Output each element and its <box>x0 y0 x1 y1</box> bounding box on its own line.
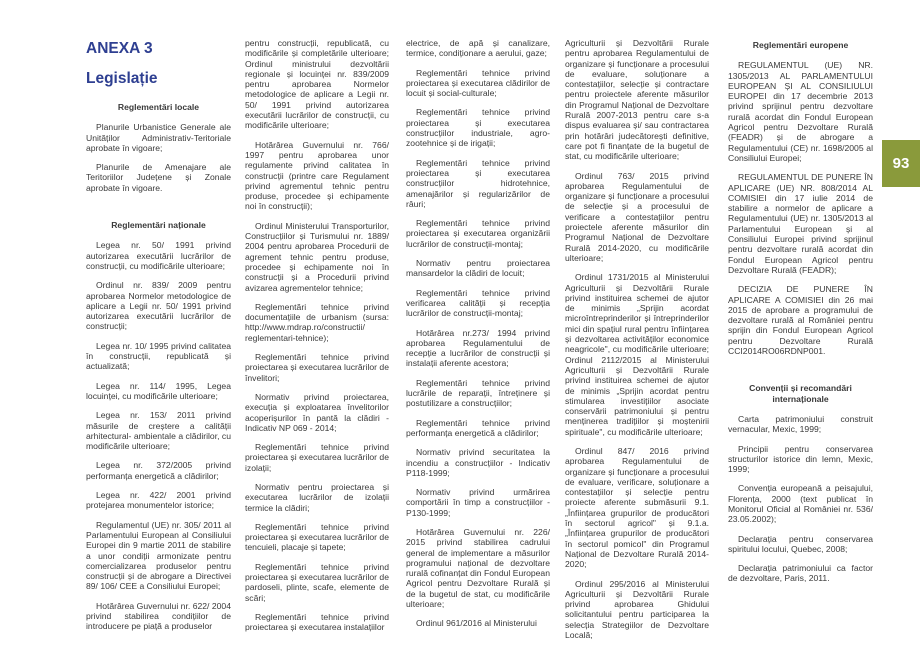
paragraph: Hotărârea Guvernului nr. 226/ 2015 privind stabilirea cadrului general de implementare a măsurilor programului național de dezvoltare rurală cofinanțat din Fondul European Agricol pentru Dezvoltare Rurală și de la bugetul de stat, cu modificările ulterioare; <box>406 526 550 610</box>
paragraph: Normativ pentru proiectarea mansardelor la clădiri de locuit; <box>406 258 550 279</box>
column-3 <box>406 38 550 638</box>
paragraph: Reglementări tehnice privind documentațiile de urbanism (sursa: http://www.mdrap.ro/constructii/ reglementari-tehnice); <box>245 301 389 343</box>
paragraph: Normativ privind securitatea la incendiu a construcțiilor - Indicativ P118-1999; <box>406 447 550 478</box>
paragraph: Reglementări tehnice privind verificarea calității și recepția lucrărilor de construcții-montaj; <box>406 287 550 319</box>
paragraph: Carta patrimoniului construit vernacular, Mexic, 1999; <box>728 413 873 435</box>
paragraph: Normativ pentru proiectarea și executarea lucrărilor de izolații termice la clădiri; <box>245 481 389 513</box>
paragraph: Ordinul 295/2016 al Ministerului Agriculturii și Dezvoltării Rurale privind aprobarea Ghidului solicitantului pentru participarea la selecția Strategiilor de Dezvoltare Locală; <box>565 578 709 641</box>
paragraph: Planurile de Amenajare ale Teritoriilor Județene și Zonale aprobate în vigoare. <box>86 162 231 193</box>
column-5 <box>728 40 873 593</box>
paragraph: Declarația patrimoniului ca factor de dezvoltare, Paris, 2011. <box>728 563 873 584</box>
column-2 <box>245 38 389 642</box>
paragraph: Agriculturii și Dezvoltării Rurale pentru aprobarea Regulamentului de organizare și funcționare a procesului de evaluare, soluționare a contestațiilor, selecție și contractare pentru proiectele aferente măsurilor din Programul Național de Dezvoltare Rurală 2007-2013 pentru care s-a dispus evaluarea și/ sau contractarea prin hotărâri judecătorești definitive, care pot fi finanțate de la bugetul de stat, cu modificările ulterioare; <box>565 38 709 162</box>
paragraph: Reglementări tehnice privind proiectarea și executarea clădirilor de locuit și social-culturale; <box>406 67 550 99</box>
paragraph: Reglementări tehnice privind proiectarea și executarea construcțiilor hidrotehnice, amenajărilor și regularizărilor de râuri; <box>406 157 550 209</box>
paragraph: Hotărârea Guvernului nr. 766/ 1997 pentru aprobarea unor regulamente privind calitatea în construcții (printre care Regulament privind agrementul tehnic pentru produse, procedee și echipamente noi în construcții); <box>245 139 389 212</box>
paragraph: Legea nr. 422/ 2001 privind protejarea monumentelor istorice; <box>86 490 231 511</box>
paragraph: Reglementări tehnice privind proiectarea și executarea lucrărilor de tencuieli, placaje și tapete; <box>245 521 389 553</box>
paragraph: Convenția europeană a peisajului, Florența, 2000 (text publicat în Monitorul Oficial al României nr. 536/ 23.05.2002); <box>728 483 873 525</box>
paragraph: Reglementări tehnice privind proiectarea și executarea lucrărilor de pardoseli, plinte, scafe, elemente de scări; <box>245 561 389 603</box>
section-title: Legislație <box>86 70 158 87</box>
paragraph: Legea nr. 372/2005 privind performanța energetică a clădirilor; <box>86 460 231 481</box>
paragraph: REGULAMENTUL (UE) NR. 1305/2013 AL PARLAMENTULUI EUROPEAN ȘI AL CONSILIULUI EUROPEI din 17 decembrie 2013 privind sprijinul pentru dezvoltare rurală acordat din Fondul European Agricol pentru Dezvoltare Rurală (FEADR) și de abrogare a Regulamentului (CE) nr. 1698/2005 al Consiliului Europei; <box>728 60 873 163</box>
paragraph: Ordinul nr. 839/ 2009 pentru aprobarea Normelor metodologice de aplicare a Legii nr. 50/ 1991 privind autorizarea executării lucrărilor de construcții; <box>86 280 231 332</box>
column-1 <box>86 40 231 641</box>
paragraph: Ordinul 1731/2015 al Ministerului Agriculturii și Dezvoltării Rurale privind instituirea schemei de ajutor de minimis „Sprijin acordat microîntreprinderilor și întreprinderilor mici din spațiul rural pentru înființarea și dezvoltarea activităților economice neagricole", cu modificările ulterioare; Ordinul 2112/2015 al Ministerului Agriculturii și Dezvoltării Rurale privind instituirea schemei de ajutor de minimis „Sprijin acordat pentru stimularea investițiilor asociate conservării patrimoniului și pentru menținerea tradițiilor și moștenirii spirituale", cu modificările ulterioare; <box>565 272 709 437</box>
heading-european-regulations: Reglementări europene <box>752 40 849 50</box>
paragraph: Planurile Urbanistice Generale ale Unităților Administrativ-Teritoriale aprobate în vigoare; <box>86 122 231 153</box>
paragraph: Regulamentul (UE) nr. 305/ 2011 al Parlamentului European al Consiliului Europei din 9 martie 2011 de stabilire a unor condiții armonizate pentru comercializarea produselor pentru construcții și de abrogare a Directivei 89/ 106/ CEE a Consiliului Europei; <box>86 519 231 592</box>
paragraph: Legea nr. 10/ 1995 privind calitatea în construcții, republicată și actualizată; <box>86 340 231 372</box>
paragraph: Reglementări tehnice privind proiectarea și executarea lucrărilor de izolații; <box>245 442 389 473</box>
paragraph: Ordinul Ministerului Transporturilor, Construcțiilor și Turismului nr. 1889/ 2004 pentru aprobarea Procedurii de agrement tehnic pentru produse, procedee și echipamente noi în construcții și a Procedurii privind avizarea agrementelor tehnice; <box>245 220 389 293</box>
paragraph: Reglementări tehnice privind proiectarea și executarea construcțiilor industriale, agro-zootehnice și de irigații; <box>406 107 550 149</box>
heading-local-regulations: Reglementări locale <box>117 102 200 112</box>
column-4 <box>565 38 709 649</box>
paragraph: Reglementări tehnice privind proiectarea și executarea organizării lucrărilor de construcții-montaj; <box>406 218 550 249</box>
paragraph: Legea nr. 153/ 2011 privind măsurile de creștere a calității arhitectural- ambientale a clădirilor, cu modificările ulterioare; <box>86 410 231 452</box>
paragraph: DECIZIA DE PUNERE ÎN APLICARE A COMISIEI din 26 mai 2015 de aprobare a programului de dezvoltare rurală al României pentru sprijin din Fondul European Agricol pentru Dezvoltare Rurală CCI2014RO06RDNP001. <box>728 284 873 357</box>
paragraph: Normativ privind proiectarea, execuția și exploatarea învelitorilor acoperișurilor în pantă la clădiri - Indicativ NP 069 - 2014; <box>245 391 389 433</box>
paragraph: Reglementări tehnice privind proiectarea și executarea instalațiilor <box>245 611 389 633</box>
annex-title: ANEXA 3 <box>86 40 153 57</box>
paragraph: Normativ privind urmărirea comportării în timp a construcțiilor - P130-1999; <box>406 487 550 518</box>
paragraph: electrice, de apă și canalizare, termice, condiționare a aerului, gaze; <box>406 38 550 59</box>
paragraph: Ordinul 763/ 2015 privind aprobarea Regulamentului de organizare și funcționare a procesului de selecție și a procesului de verificare a contestațiilor pentru proiectele aferente măsurilor din Programul Național de Dezvoltare Rurală 2014-2020, cu modificările ulterioare; <box>565 170 709 263</box>
heading-national-regulations: Reglementări naționale <box>111 220 206 231</box>
paragraph: Hotărârea nr.273/ 1994 privind aprobarea Regulamentului de recepție a lucrărilor de construcții și instalații aferente acestora; <box>406 327 550 369</box>
page-number: 93 <box>882 140 920 187</box>
paragraph: Reglementări tehnice privind lucrările de reparații, întreținere și postutilizare a construcțiilor; <box>406 377 550 409</box>
paragraph: Declarația pentru conservarea spiritului locului, Quebec, 2008; <box>728 533 873 554</box>
paragraph: Reglementări tehnice privind performanța energetică a clădirilor; <box>406 417 550 438</box>
paragraph: Principii pentru conservarea structurilor istorice din lemn, Mexic, 1999; <box>728 443 873 475</box>
paragraph: Legea nr. 114/ 1995, Legea locuinței, cu modificările ulterioare; <box>86 380 231 401</box>
paragraph: Reglementări tehnice privind proiectarea și executarea lucrărilor de învelitori; <box>245 352 389 383</box>
paragraph: REGULAMENTUL DE PUNERE ÎN APLICARE (UE) NR. 808/2014 AL COMISIEI din 17 iulie 2014 de stabilire a normelor de aplicare a Regulamentului (UE) nr. 1305/2013 al Parlamentului European și al Consiliului Europei privind sprijinul pentru dezvoltare rurală acordat din Fondul European Agricol pentru Dezvoltare Rurală (FEADR); <box>728 172 873 275</box>
paragraph: pentru construcții, republicată, cu modificările și completările ulterioare; Ordinul ministrului dezvoltării regionale și locuinței nr. 839/2009 pentru aprobarea Normelor metodologice de aplicare a Legii nr. 50/ 1991 privind autorizarea executării lucrărilor de construcții, cu modificările ulterioare; <box>245 38 389 131</box>
paragraph: Ordinul 961/2016 al Ministerului <box>416 618 537 629</box>
heading-international-conventions: Convenții și recomandări internaționale <box>749 383 852 404</box>
paragraph: Legea nr. 50/ 1991 privind autorizarea executării lucrărilor de construcții, cu modificările ulterioare; <box>86 240 231 271</box>
paragraph: Hotărârea Guvernului nr. 622/ 2004 privind stabilirea condițiilor de introducere pe piață a produselor <box>86 600 231 632</box>
paragraph: Ordinul 847/ 2016 privind aprobarea Regulamentului de organizare și funcționare a procesului de evaluare, verificare, soluționare a contestațiilor și selecție pentru proiecte aferente submăsurii 9.1. „Înființarea grupurilor de producători în sectorul agricol" și 9.1.a. „Înființarea grupurilor de producători în sectorul pomicol" din Programul Național de Dezvoltare Rurală 2014-2020; <box>565 445 709 570</box>
